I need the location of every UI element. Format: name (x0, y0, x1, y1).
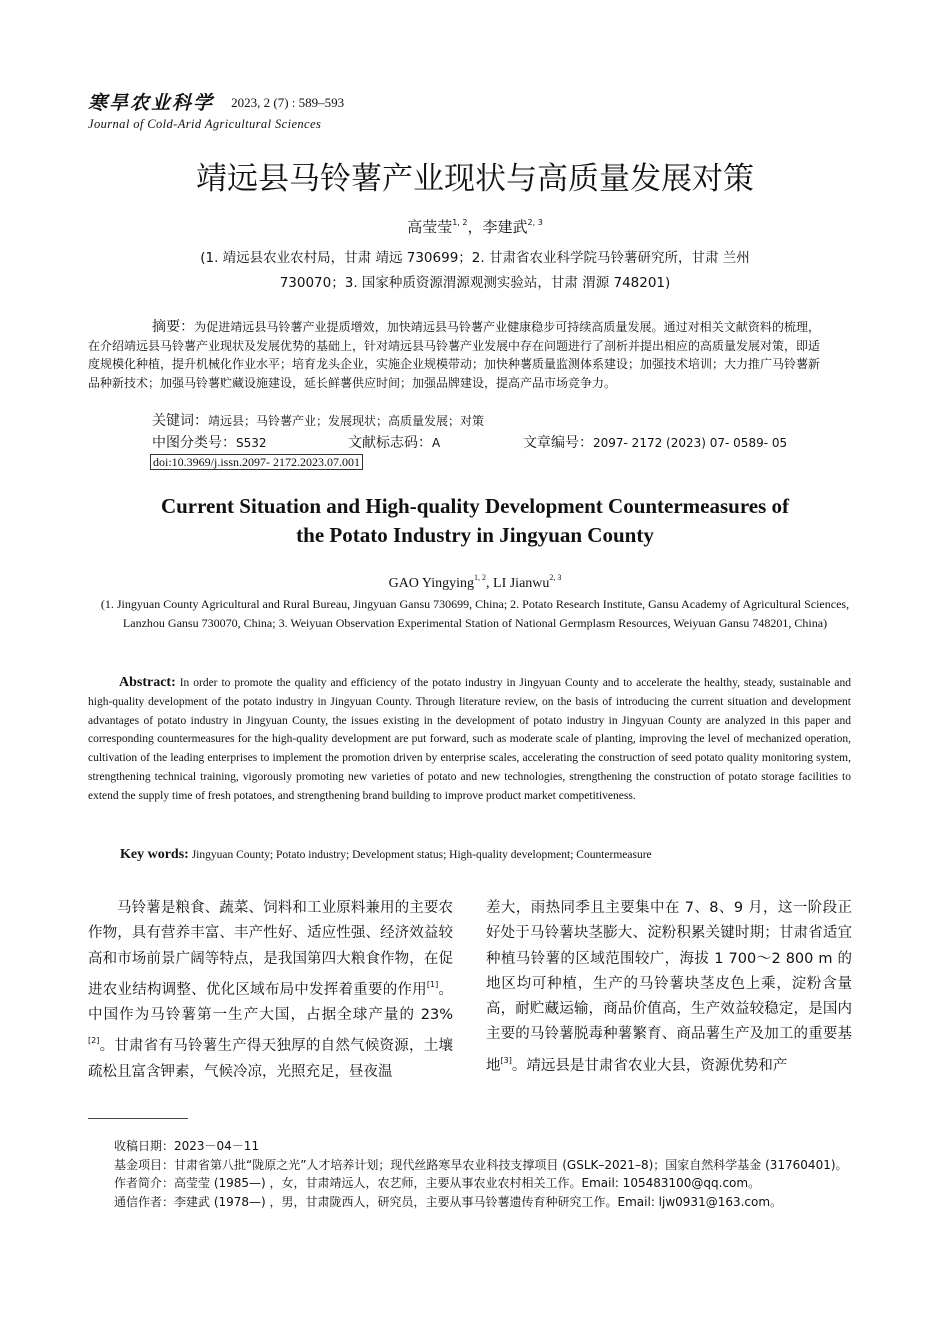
abstract-cn-label: 摘要： (152, 319, 195, 335)
author-bio: 作者简介：高莹莹 (1985—) ，女，甘肃靖远人，农艺师，主要从事农业农村相关工作。Email: 105483100@qq.com。 (114, 1176, 761, 1190)
abstract-cn-text: 为促进靖远县马铃薯产业提质增效，加快靖远县马铃薯产业健康稳步可持续高质量发展。通过对相关文献资料的梳理，在介绍靖远县马铃薯产业现状及发展优势的基础上，针对靖远县马铃薯产业发展中存在问题进行了剖析并提出相应的高质量发展对策，即适度规模化种植，提升机械化作业水平；培育龙头企业，实施企业规模带动；加快种薯质量监测体系建设；加强技术培训；大力推广马铃薯新品种新技术；加强马铃薯贮藏设施建设，延长鲜薯供应时间；加强品牌建设，提高产品市场竞争力。 (88, 320, 821, 390)
article-number-label: 文章编号： (523, 435, 593, 451)
title-cn: 靖远县马铃薯产业现状与高质量发展对策 (196, 161, 754, 197)
affiliations-cn (120, 246, 830, 296)
affiliations-en: (1. Jingyuan County Agricultural and Rural Bureau, Jingyuan Gansu 730699, China; 2. Potato Research Institute, Gansu Academy of Agricultural Sciences, Lanzhou Gansu 730070, China; 3. Weiyuan Observation Experimental Station of National Germplasm Resources, Weiyuan Gansu 748201, China) (100, 597, 850, 630)
keywords-cn-text: 靖远县；马铃薯产业；发展现状；高质量发展；对策 (208, 414, 485, 428)
abstract-en-text: In order to promote the quality and efficiency of the potato industry in Jingyuan County and to accelerate the healthy, steady, sustainable and high-quality development of the potato industry in Jingyuan County. Through literature review, on the basis of introducing the current situation and development advantages of potato industry in Jingyuan County, the issues existing in the development of potato industry in Jingyuan County are analyzed in this paper and corresponding countermeasures for the high-quality development are put forward, such as moderate scale of planting, improving the level of mechanized operation, cultivation of the leading enterprises to implement the promotion driven by enterprise scales, accelerating the construction of seed potato quality monitoring system, strengthening technical training, vigorously promoting new varieties of potato and new technologies, strengthening the construction of potato storage facilities to extend the supply time of fresh potatoes, and strengthening brand building to improve product market competitiveness. (88, 677, 852, 802)
body-text: 。中国作为马铃薯第一生产大国，占据全球产量的 23% (88, 981, 454, 1024)
journal-header (88, 88, 344, 132)
doi-link[interactable]: doi:10.3969/j.issn.2097- 2172.2023.07.001 (150, 454, 363, 470)
abstract-en (88, 674, 851, 806)
citation-2[interactable]: [2] (88, 1036, 100, 1046)
citation-1[interactable]: [1] (426, 979, 439, 989)
clc-value: S532 (236, 436, 267, 450)
body-paragraph (486, 896, 852, 1079)
author-2-affil-en: 2, 3 (549, 573, 562, 582)
journal-name-en: Journal of Cold-Arid Agricultural Sciences (88, 117, 322, 131)
author-2-cn: 李建武 (482, 218, 528, 236)
abstract-en-label: Abstract: (119, 675, 176, 690)
received-date: 收稿日期：2023－04－11 (114, 1139, 260, 1153)
journal-volume: 2023, 2 (7) : 589–593 (231, 95, 345, 110)
authors-en (0, 573, 950, 592)
footnotes (88, 1137, 853, 1211)
abstract-cn (88, 318, 820, 392)
author-separator-en: , (486, 576, 494, 591)
citation-3[interactable]: [3] (500, 1055, 512, 1065)
keywords-en-text: Jingyuan County; Potato industry; Development status; High-quality development; Countermeasure (191, 849, 652, 861)
body-column-left (88, 896, 453, 1085)
author-2-affil: 2, 3 (527, 218, 543, 227)
keywords-cn-label: 关键词： (152, 413, 208, 429)
author-1-affil-en: 1, 2 (474, 573, 487, 582)
title-en-line-1: Current Situation and High-quality Development Countermeasures of (160, 494, 790, 518)
keywords-en (120, 847, 652, 863)
authors-cn (0, 216, 950, 237)
doc-code-label: 文献标志码： (348, 435, 432, 451)
funding-note: 基金项目：甘肃省第八批“陇原之光”人才培养计划；现代丝路寒旱农业科技支撑项目 (GSLK–2021–8)；国家自然科学基金 (31760401)。 (114, 1157, 848, 1172)
keywords-cn (152, 410, 484, 430)
footnote-divider (88, 1118, 188, 1119)
doc-code-value: A (432, 436, 441, 450)
corresponding-author: 通信作者：李建武 (1978—) ，男，甘肃陇西人，研究员，主要从事马铃薯遗传育种研究工作。Email: ljw0931@163.com。 (114, 1194, 783, 1209)
author-2-en: LI Jianwu (493, 576, 550, 591)
body-text: 。甘肃省有马铃薯生产得天独厚的自然气候资源，土壤疏松且富含钾素，气候冷凉，光照充足，昼夜温 (88, 1038, 453, 1080)
author-separator: ， (467, 218, 483, 236)
affiliation-line-1: (1. 靖远县农业农村局，甘肃 靖远 730699；2. 甘肃省农业科学院马铃薯研究所，甘肃 兰州 (200, 250, 750, 266)
body-text: 差大，雨热同季且主要集中在 7、8、9 月，这一阶段正好处于马铃薯块茎膨大、淀粉积累关键时期；甘肃省适宜种植马铃薯的区域范围较广，海拔 1 700～2 800 m 的地区均可种植，生产的马铃薯块茎皮色上乘，淀粉含量高，耐贮藏运输，商品价值高，生产效益较稳定，是国内主要的马铃薯脱毒种薯繁育、商品薯生产及加工的重要基地 (486, 900, 852, 1074)
journal-name-cn: 寒旱农业科学 (88, 92, 215, 114)
author-1-cn: 高莹莹 (407, 218, 453, 236)
affiliation-line-2: 730070；3. 国家种质资源渭源观测实验站，甘肃 渭源 748201) (279, 275, 671, 291)
title-en-line-2: the Potato Industry in Jingyuan County (296, 523, 654, 547)
article-number-value: 2097- 2172 (2023) 07- 0589- 05 (593, 436, 788, 450)
body-paragraph (88, 896, 453, 1085)
author-1-en: GAO Yingying (388, 576, 475, 591)
title-en (90, 492, 860, 550)
keywords-en-label: Key words: (120, 847, 189, 862)
body-text: 。靖远县是甘肃省农业大县，资源优势和产 (511, 1057, 788, 1074)
body-column-right (486, 896, 852, 1079)
body-text: 马铃薯是粮食、蔬菜、饲料和工业原料兼用的主要农作物，具有营养丰富、丰产性好、适应性强、经济效益较高和市场前景广阔等特点，是我国第四大粮食作物，在促进农业结构调整、优化区域布局中发挥着重要的作用 (88, 900, 453, 998)
classification-meta (152, 432, 787, 452)
author-1-affil: 1, 2 (452, 218, 468, 227)
clc-label: 中图分类号： (152, 435, 236, 451)
